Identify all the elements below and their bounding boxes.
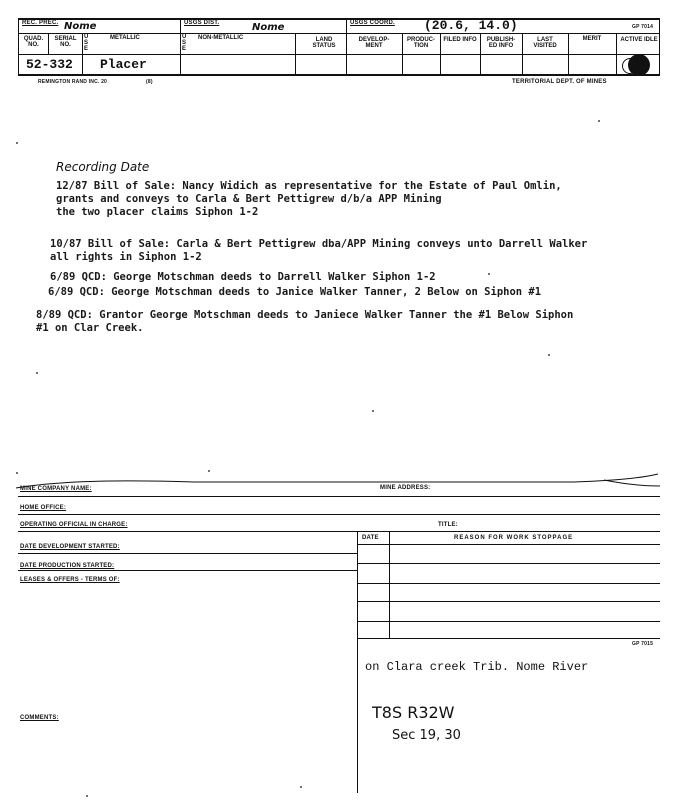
agency-name: TERRITORIAL DEPT. OF MINES — [512, 79, 607, 85]
comments-label: COMMENTS: — [20, 715, 59, 721]
col-quad-no: QUAD. NO. — [23, 36, 44, 48]
active-marker — [628, 54, 650, 76]
entry-5: 8/89 QCD: Grantor George Motschman deeds to Janiece Walker Tanner the #1 Below Siphon #1 on Clar Creek. — [36, 309, 574, 334]
usgs-coord-value: (20.6, 14.0) — [424, 18, 518, 33]
rec-prec-label: REC. PREC. — [22, 20, 59, 26]
col-metallic: METALLIC — [110, 35, 140, 41]
col-land-status: LAND STATUS — [312, 37, 336, 49]
mine-company-label: MINE COMPANY NAME: — [20, 486, 92, 492]
date-dev-label: DATE DEVELOPMENT STARTED: — [20, 544, 120, 550]
handwritten-section: Sec 19, 30 — [392, 728, 461, 743]
date-prod-label: DATE PRODUCTION STARTED: — [20, 563, 115, 569]
col-production: PRODUC- TION — [407, 37, 435, 49]
printer-line: REMINGTON RAND INC. 20 — [38, 79, 108, 85]
entry-1: 12/87 Bill of Sale: Nancy Widich as representative for the Estate of Paul Omlin, grants and conveys to Carla & Bert Pettigrew d/b/a APP Mining the two placer claims Siphon 1-2 — [56, 180, 562, 218]
usgs-dist-label: USGS DIST. — [184, 20, 220, 26]
recording-date-heading: Recording Date — [56, 160, 150, 174]
entry-2: 10/87 Bill of Sale: Carla & Bert Pettigrew dba/APP Mining conveys unto Darrell Walker all rights in Siphon 1-2 — [50, 238, 588, 263]
col-development: DEVELOP- MENT — [358, 37, 390, 49]
entry-4: 6/89 QCD: George Motschman deeds to Janice Walker Tanner, 2 Below on Siphon #1 — [48, 286, 542, 298]
usgs-coord-label: USGS COORD. — [350, 20, 395, 26]
col-serial-no: SERIAL NO. — [54, 36, 77, 48]
operating-official-label: OPERATING OFFICIAL IN CHARGE: — [20, 522, 128, 528]
metallic-value: Placer — [100, 57, 147, 72]
col-filed-info: FILED INFO — [443, 37, 477, 43]
col-metallic-codes: U S E — [84, 34, 89, 52]
handwritten-township: T8S R32W — [372, 703, 455, 722]
col-nonmetallic: NON-METALLIC — [198, 35, 244, 41]
col-last-visited: LAST VISITED — [533, 37, 557, 49]
entry-3: 6/89 QCD: George Motschman deeds to Darrell Walker Siphon 1-2 — [50, 271, 436, 283]
location-text: on Clara creek Trib. Nome River — [365, 660, 589, 674]
card-edge — [14, 472, 660, 490]
reason-label: REASON FOR WORK STOPPAGE — [454, 535, 574, 541]
form-number: GP 7014 — [632, 24, 654, 30]
col-nonmetallic-codes: U S E — [182, 34, 187, 52]
col-published-info: PUBLISH- ED INFO — [486, 37, 516, 49]
leases-label: LEASES & OFFERS - TERMS OF: — [20, 577, 120, 583]
rec-prec-value: Nome — [64, 21, 97, 32]
quad-value: 52-332 — [26, 57, 73, 72]
date-label: DATE — [362, 535, 379, 541]
col-active-idle: ACTIVE IDLE — [620, 37, 658, 43]
printer-code: (8) — [146, 79, 153, 85]
usgs-dist-value: Nome — [252, 22, 285, 33]
title-label: TITLE: — [438, 522, 458, 528]
form-number-2: GP 7015 — [632, 641, 654, 647]
col-merit: MERIT — [582, 36, 602, 42]
mine-address-label: MINE ADDRESS: — [380, 485, 431, 491]
home-office-label: HOME OFFICE: — [20, 505, 67, 511]
